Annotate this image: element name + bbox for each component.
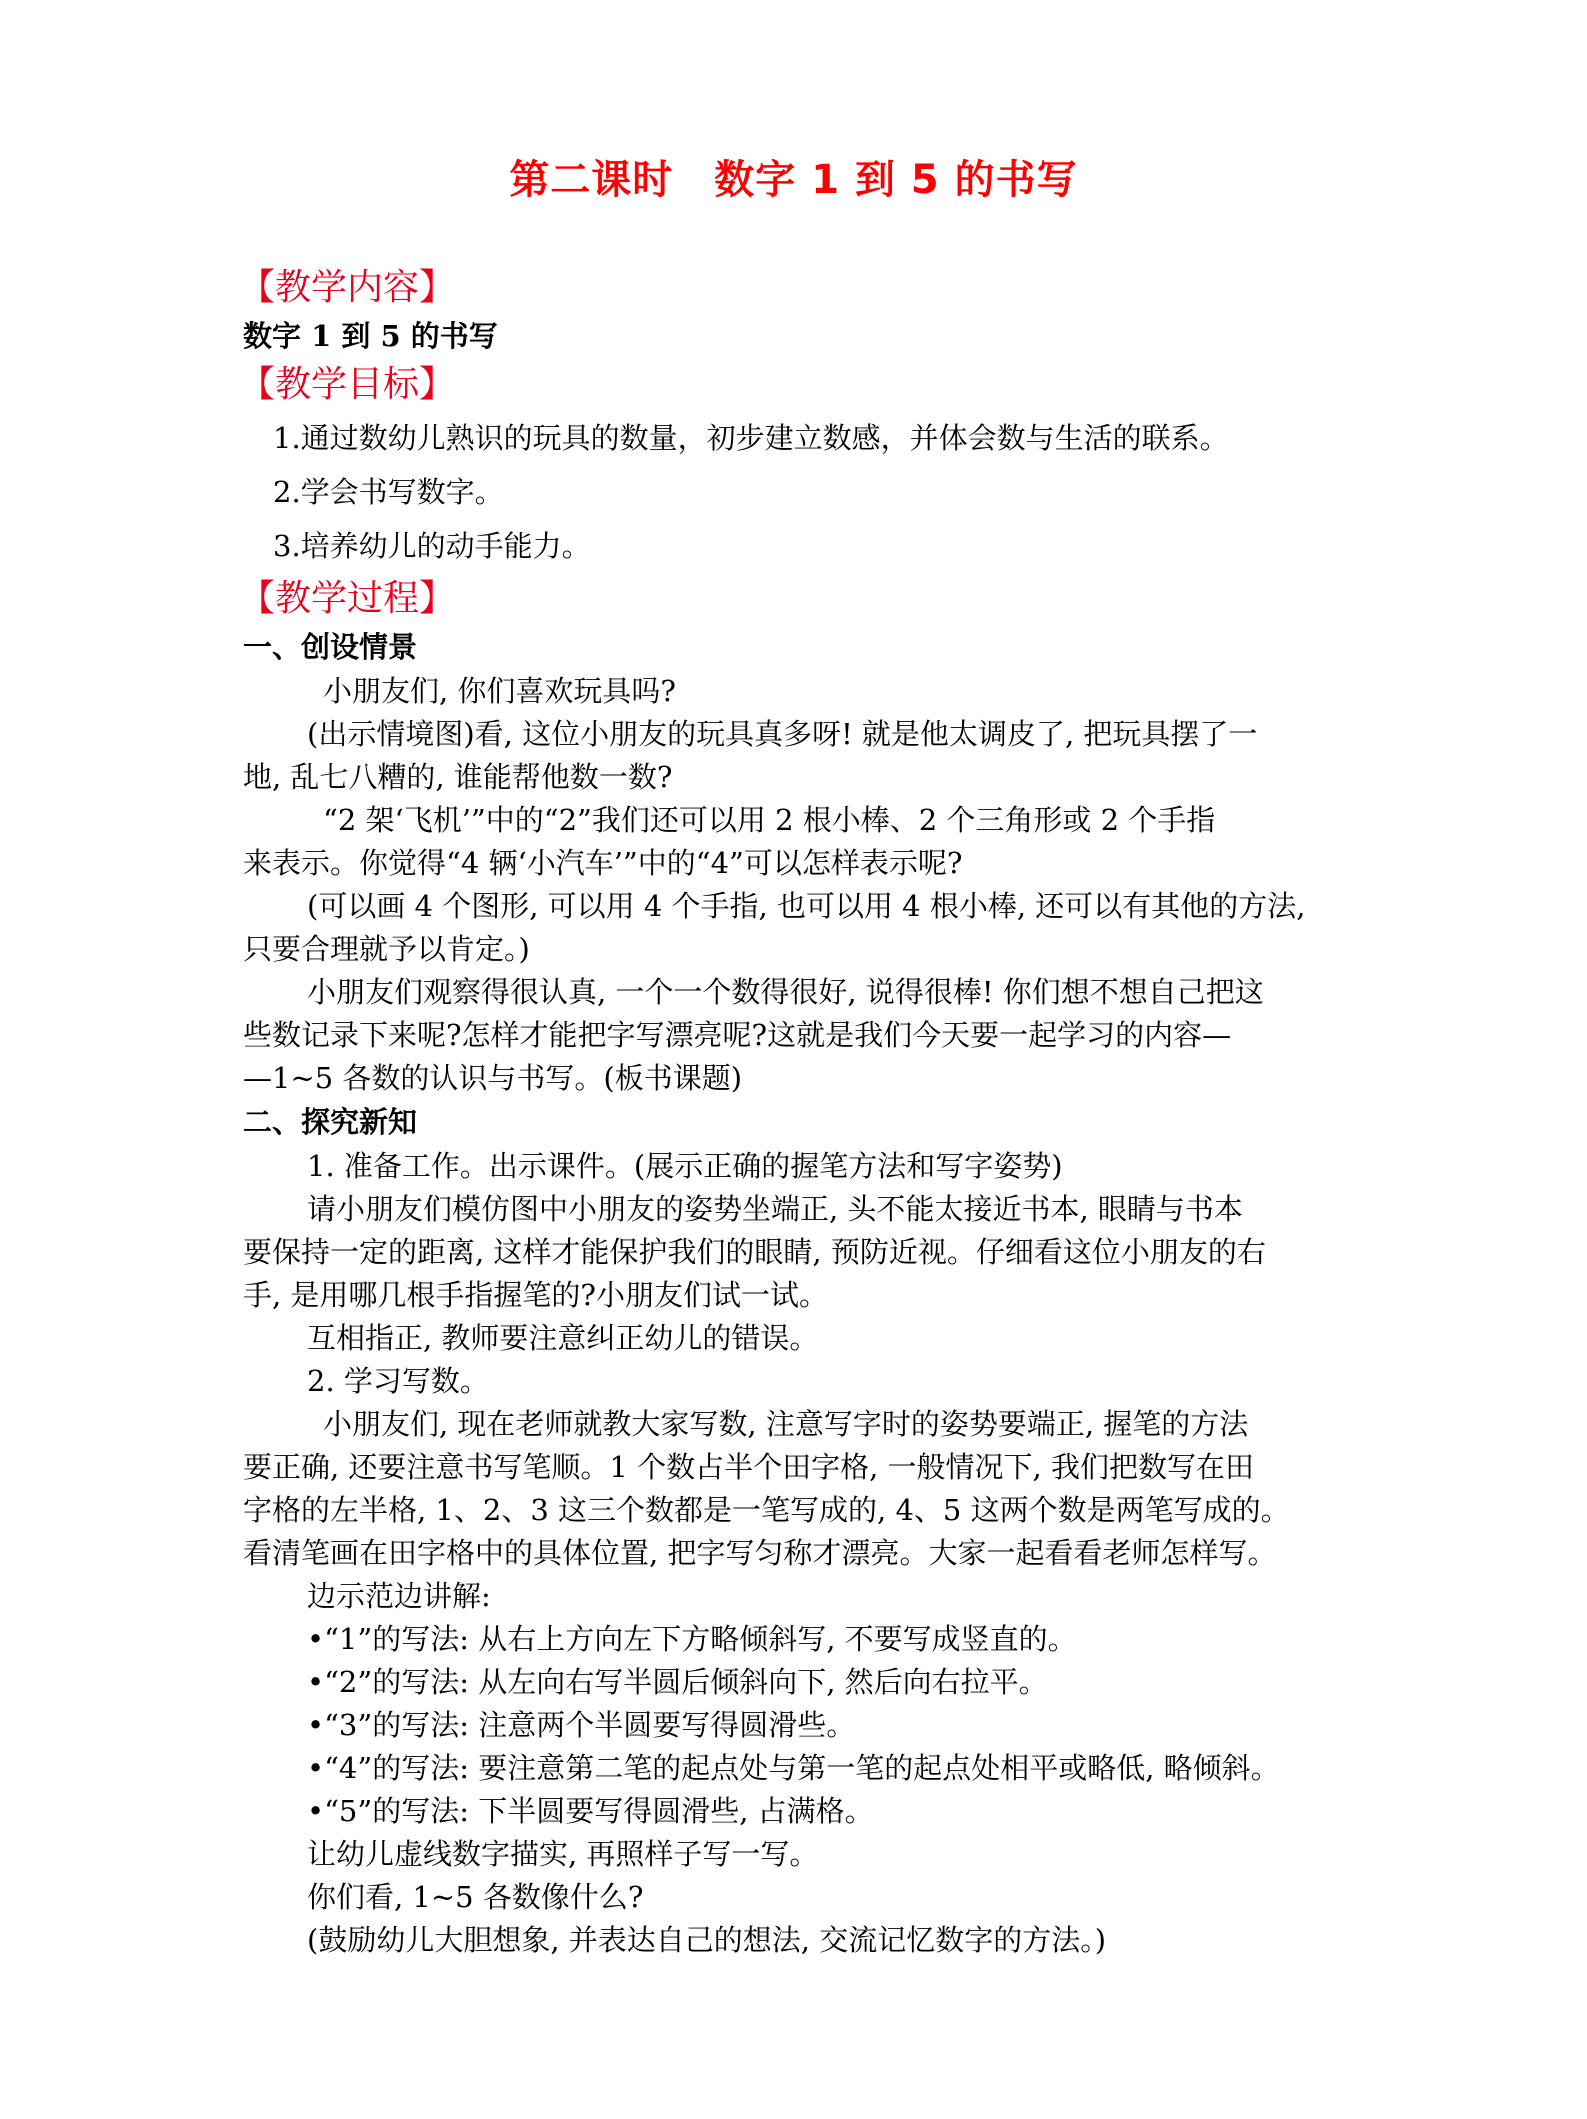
paragraph-line: 小朋友们观察得很认真, 一个一个数得很好, 说得很棒! 你们想不想自己把这 [307,975,1264,1009]
paragraph-line: (出示情境图)看, 这位小朋友的玩具真多呀! 就是他太调皮了, 把玩具摆了一 [307,717,1258,751]
paragraph-line: 1. 准备工作。出示课件。(展示正确的握笔方法和写字姿势) [307,1149,1063,1183]
paragraph-line: —1~5 各数的认识与书写。(板书课题) [243,1061,743,1095]
paragraph-line: 些数记录下来呢?怎样才能把字写漂亮呢?这就是我们今天要一起学习的内容— [243,1018,1232,1052]
bullet-item: •“4”的写法: 要注意第二笔的起点处与第一笔的起点处相平或略低, 略倾斜。 [307,1751,1280,1785]
part1-title: 一、创设情景 [243,630,418,664]
paragraph-line: 让幼儿虚线数字描实, 再照样子写一写。 [307,1837,819,1871]
bullet-item: •“1”的写法: 从右上方向左下方略倾斜写, 不要写成竖直的。 [307,1622,1077,1656]
paragraph-line: 要正确, 还要注意书写笔顺。1 个数占半个田字格, 一般情况下, 我们把数写在田 [243,1450,1254,1484]
paragraph-line: 小朋友们, 你们喜欢玩具吗? [323,674,676,708]
paragraph-line: 边示范边讲解: [307,1579,491,1613]
content-text: 数字 1 到 5 的书写 [243,319,498,353]
section-heading-goals: 【教学目标】 [239,364,456,405]
paragraph-line: 看清笔画在田字格中的具体位置, 把字写匀称才漂亮。大家一起看看老师怎样写。 [243,1536,1277,1570]
paragraph-line: 2. 学习写数。 [307,1364,489,1398]
goal-item: 3.培养幼儿的动手能力。 [273,529,591,563]
bullet-item: •“2”的写法: 从左向右写半圆后倾斜向下, 然后向右拉平。 [307,1665,1048,1699]
paragraph-line: (可以画 4 个图形, 可以用 4 个手指, 也可以用 4 根小棒, 还可以有其他的方法, [307,889,1306,923]
page-title: 第二课时 数字 1 到 5 的书写 [509,157,1078,203]
paragraph-line: 请小朋友们模仿图中小朋友的姿势坐端正, 头不能太接近书本, 眼睛与书本 [307,1192,1243,1226]
paragraph-line: 来表示。你觉得“4 辆‘小汽车’”中的“4”可以怎样表示呢? [243,846,963,880]
paragraph-line: (鼓励幼儿大胆想象, 并表达自己的想法, 交流记忆数字的方法。) [307,1923,1107,1957]
paragraph-line: 你们看, 1~5 各数像什么? [307,1880,644,1914]
paragraph-line: 字格的左半格, 1、2、3 这三个数都是一笔写成的, 4、5 这两个数是两笔写成的。 [243,1493,1290,1527]
paragraph-line: 小朋友们, 现在老师就教大家写数, 注意写字时的姿势要端正, 握笔的方法 [323,1407,1249,1441]
section-heading-process: 【教学过程】 [239,578,456,619]
section-heading-content: 【教学内容】 [239,267,456,308]
paragraph-line: 要保持一定的距离, 这样才能保护我们的眼睛, 预防近视。仔细看这位小朋友的右 [243,1235,1266,1269]
goal-item: 1.通过数幼儿熟识的玩具的数量，初步建立数感，并体会数与生活的联系。 [273,421,1229,455]
goal-item: 2.学会书写数字。 [273,475,504,509]
paragraph-line: 手, 是用哪几根手指握笔的?小朋友们试一试。 [243,1278,828,1312]
part2-title: 二、探究新知 [243,1105,418,1139]
paragraph-line: 互相指正, 教师要注意纠正幼儿的错误。 [307,1321,819,1355]
document-body [239,262,1353,1962]
paragraph-line: “2 架‘飞机’”中的“2”我们还可以用 2 根小棒、2 个三角形或 2 个手指 [323,803,1216,837]
paragraph-line: 地, 乱七八糟的, 谁能帮他数一数? [243,760,673,794]
bullet-item: •“5”的写法: 下半圆要写得圆滑些, 占满格。 [307,1794,874,1828]
bullet-item: •“3”的写法: 注意两个半圆要写得圆滑些。 [307,1708,856,1742]
paragraph-line: 只要合理就予以肯定。) [243,932,530,966]
